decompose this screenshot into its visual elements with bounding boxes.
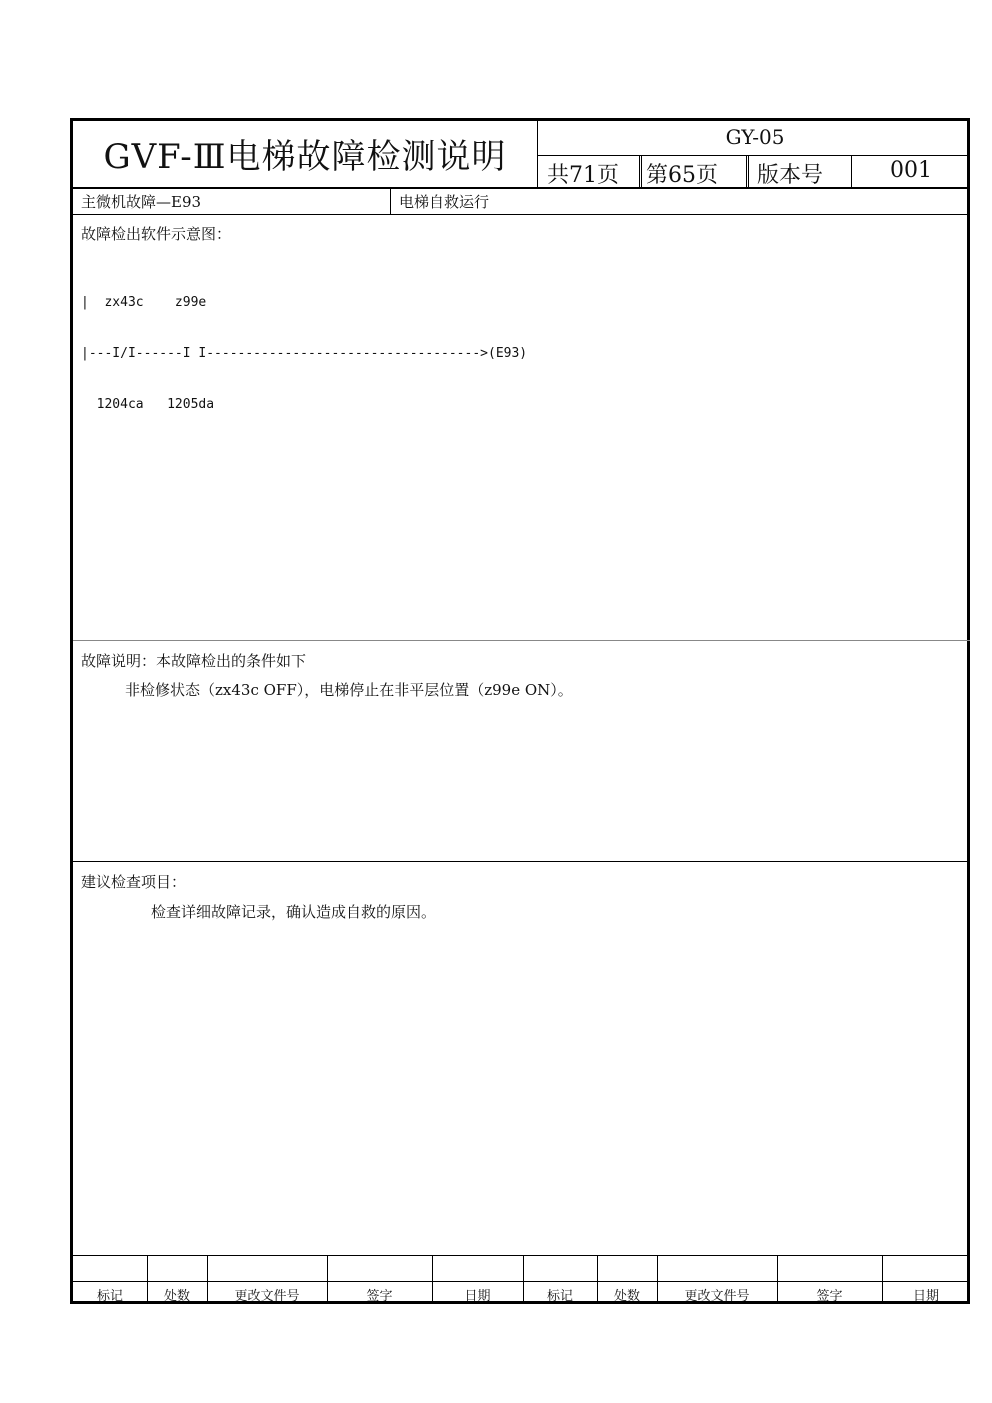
page-number: 第65页 [646,163,718,188]
total-pages: 共71页 [547,163,619,188]
subheader-divider [390,187,391,214]
doc-number: GY-05 [725,125,785,149]
version-value: 001 [890,158,932,183]
header-cell-divider [639,155,642,187]
suggestion-text: 检查详细故障记录，确认造成自救的原因。 [151,903,437,921]
fault-name: 主微机故障—E93 [81,193,202,211]
footer-label-date: 日期 [464,1289,491,1304]
footer-label-change-doc: 更改文件号 [684,1289,750,1304]
fault-description: 电梯自救运行 [399,193,490,211]
suggestion-heading: 建议检查项目： [81,873,187,891]
ladder-line-addresses: 1204ca 1205da [81,397,215,412]
document-frame [70,118,970,1304]
footer-label-date: 日期 [912,1289,939,1304]
footer-label-change-doc: 更改文件号 [234,1289,300,1304]
section-divider [73,861,970,862]
header-bottom-line [73,187,970,189]
header-divider [537,121,538,187]
explanation-heading: 故障说明：本故障检出的条件如下 [81,652,307,670]
explanation-text: 非检修状态（zx43c OFF），电梯停止在非平层位置（z99e ON）。 [125,681,573,699]
ladder-diagram [81,260,527,447]
footer-label-count: 处数 [613,1289,640,1304]
ladder-line-contacts: | zx43c z99e [81,295,207,310]
footer-label-signature: 签字 [816,1289,843,1304]
footer-label-count: 处数 [163,1289,190,1304]
footer-label-mark: 标记 [96,1289,123,1304]
subheader-bottom-line [73,214,970,215]
version-label: 版本号 [757,163,824,188]
header-row-line [537,155,970,156]
diagram-heading: 故障检出软件示意图： [81,225,232,243]
ladder-line-rung: |---I/I------I I----------------------------------->(E93) [81,346,528,361]
section-divider [73,640,970,641]
footer-label-signature: 签字 [366,1289,393,1304]
page-title: GVF-Ⅲ电梯故障检测说明 [103,137,507,177]
header-cell-divider [746,155,749,187]
footer-label-mark: 标记 [546,1289,573,1304]
